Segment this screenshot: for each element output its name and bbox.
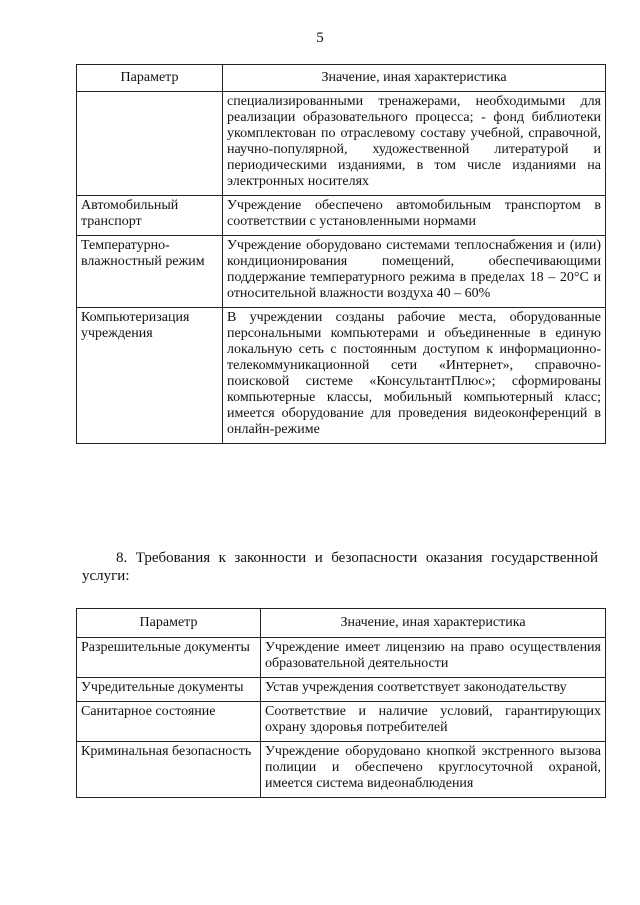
row-parameter xyxy=(77,92,223,196)
characteristics-table xyxy=(76,64,606,444)
row-value: Учреждение имеет лицензию на право осуществления образовательной деятельности xyxy=(261,638,606,678)
row-parameter: Разрешительные документы xyxy=(77,638,261,678)
row-parameter: Криминальная безопасность xyxy=(77,742,261,798)
row-value: В учреждении созданы рабочие места, оборудованные персональными компьютерами и объединенные в единую локальную сеть с постоянным доступом к информационно-телекоммуникационной сети «Интернет», справочно-поисковой системе «КонсультантПлюс»; сформированы компьютерные классы, мобильный компьютерный класс; имеется оборудование для проведения видеоконференций в онлайн-режиме xyxy=(223,308,606,444)
page-number: 5 xyxy=(316,30,324,46)
table-header-row xyxy=(77,65,606,92)
table-row xyxy=(77,678,606,702)
row-parameter: Температурно-влажностный режим xyxy=(77,236,223,308)
table-row xyxy=(77,742,606,798)
legality-safety-table xyxy=(76,608,606,798)
row-parameter: Учредительные документы xyxy=(77,678,261,702)
column-header-value: Значение, иная характеристика xyxy=(261,609,606,638)
row-parameter: Компьютеризация учреждения xyxy=(77,308,223,444)
column-header-parameter: Параметр xyxy=(77,65,223,92)
row-parameter: Автомобильный транспорт xyxy=(77,196,223,236)
table-row xyxy=(77,308,606,444)
table-row xyxy=(77,236,606,308)
table-header-row xyxy=(77,609,606,638)
table-row xyxy=(77,196,606,236)
row-value: Учреждение обеспечено автомобильным транспортом в соответствии с установленными нормами xyxy=(223,196,606,236)
row-value: специализированными тренажерами, необходимыми для реализации образовательного процесса; - фонд библиотеки укомплектован по отраслевому составу учебной, справочной, научно-популярной, художественной литературой и периодическими изданиями, в том числе изданиями на электронных носителях xyxy=(223,92,606,196)
row-value: Устав учреждения соответствует законодательству xyxy=(261,678,606,702)
table-row xyxy=(77,702,606,742)
table-row xyxy=(77,638,606,678)
column-header-value: Значение, иная характеристика xyxy=(223,65,606,92)
section-heading: 8. Требования к законности и безопасности оказания государственной услуги: xyxy=(82,550,598,584)
table-row xyxy=(77,92,606,196)
row-value: Учреждение оборудовано кнопкой экстренного вызова полиции и обеспечено круглосуточной охраной, имеется система видеонаблюдения xyxy=(261,742,606,798)
column-header-parameter: Параметр xyxy=(77,609,261,638)
row-value: Учреждение оборудовано системами теплоснабжения и (или) кондиционирования помещений, обеспечивающими поддержание температурного режима в пределах 18 – 20°С и относительной влажности воздуха 40 – 60% xyxy=(223,236,606,308)
row-value: Соответствие и наличие условий, гарантирующих охрану здоровья потребителей xyxy=(261,702,606,742)
row-parameter: Санитарное состояние xyxy=(77,702,261,742)
